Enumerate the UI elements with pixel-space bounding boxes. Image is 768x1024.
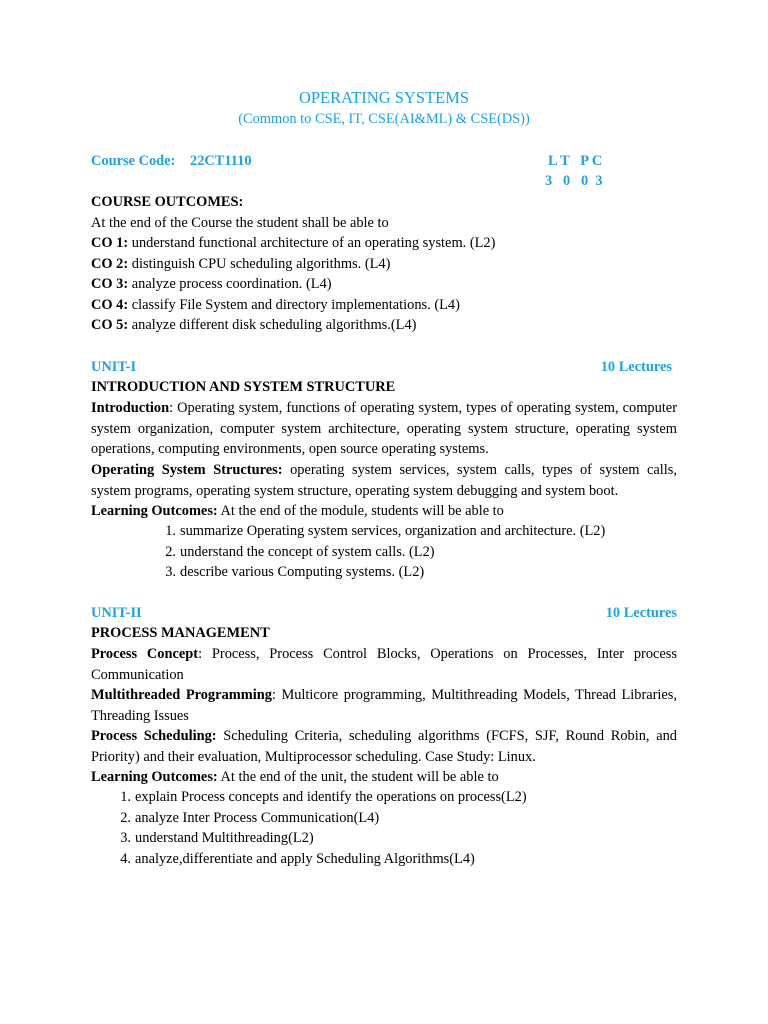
learning-outcomes-list <box>120 787 527 869</box>
unit-topic: Operating System Structures: operating system services, system calls, types of system calls, system programs, operating system structure, operating system debugging and system boot. <box>91 462 678 499</box>
unit-topic: Process Concept: Process, Process Control Blocks, Operations on Processes, Inter process Communication <box>91 646 677 683</box>
unit-heading: PROCESS MANAGEMENT <box>91 625 270 641</box>
list-item: 2. understand the concept of system calls. (L2) <box>165 543 435 560</box>
unit-topic: Process Scheduling: Scheduling Criteria, scheduling algorithms (FCFS, SJF, Round Robin, and Priority) and their evaluation, Multiprocessor scheduling. Case Study: Linux. <box>91 728 677 765</box>
unit-lectures: 10 Lectures <box>605 605 677 621</box>
course-outcome-item: CO 4: classify File System and directory implementations. (L4) <box>91 297 460 313</box>
list-item: 1. summarize Operating system services, organization and architecture. (L2) <box>165 523 606 539</box>
unit-header <box>91 357 672 378</box>
list-item: 1. explain Process concepts and identify the operations on process(L2) <box>120 789 527 805</box>
course-outcome-item: CO 2: distinguish CPU scheduling algorithms. (L4) <box>91 256 391 272</box>
list-item: 2. analyze Inter Process Communication(L4) <box>120 809 380 826</box>
unit-topic: Multithreaded Programming: Multicore programming, Multithreading Models, Thread Libraries, Threading Issues <box>91 687 677 724</box>
unit-lectures: 10 Lectures <box>600 359 672 375</box>
course-outcomes-intro: At the end of the Course the student shall be able to <box>91 215 389 231</box>
document-title: OPERATING SYSTEMS <box>298 88 470 107</box>
learning-outcomes-intro: Learning Outcomes: At the end of the unit, the student will be able to <box>91 769 499 785</box>
unit-name: UNIT-II <box>91 605 142 621</box>
list-item: 4. analyze,differentiate and apply Scheduling Algorithms(L4) <box>120 850 475 867</box>
course-outcome-item: CO 3: analyze process coordination. (L4) <box>91 276 332 292</box>
unit-header <box>91 603 677 624</box>
course-outcome-item: CO 1: understand functional architecture of an operating system. (L2) <box>91 235 496 251</box>
list-item: 3. understand Multithreading(L2) <box>120 830 314 847</box>
document-subtitle: (Common to CSE, IT, CSE(AI&ML) & CSE(DS)) <box>238 111 530 127</box>
unit-name: UNIT-I <box>91 359 137 375</box>
course-code: 22CT1110 <box>190 153 252 169</box>
course-outcome-item: CO 5: analyze different disk scheduling algorithms.(L4) <box>91 317 417 333</box>
list-item: 3. describe various Computing systems. (L2) <box>165 564 425 581</box>
unit-heading: INTRODUCTION AND SYSTEM STRUCTURE <box>91 379 396 395</box>
course-outcomes-heading: COURSE OUTCOMES: <box>91 194 244 210</box>
course-code-label: Course Code: <box>91 153 176 169</box>
ltpc-values: 3 0 0 3 <box>545 173 603 189</box>
learning-outcomes-list <box>165 521 606 583</box>
unit-topic: Introduction: Operating system, functions of operating system, types of operating system, computer system organization, computer system architecture, operating system structure, operating system operations, computing environments, open source operating systems. <box>91 400 677 458</box>
ltpc-header: L T P C <box>548 153 603 169</box>
learning-outcomes-intro: Learning Outcomes: At the end of the module, students will be able to <box>91 503 504 519</box>
